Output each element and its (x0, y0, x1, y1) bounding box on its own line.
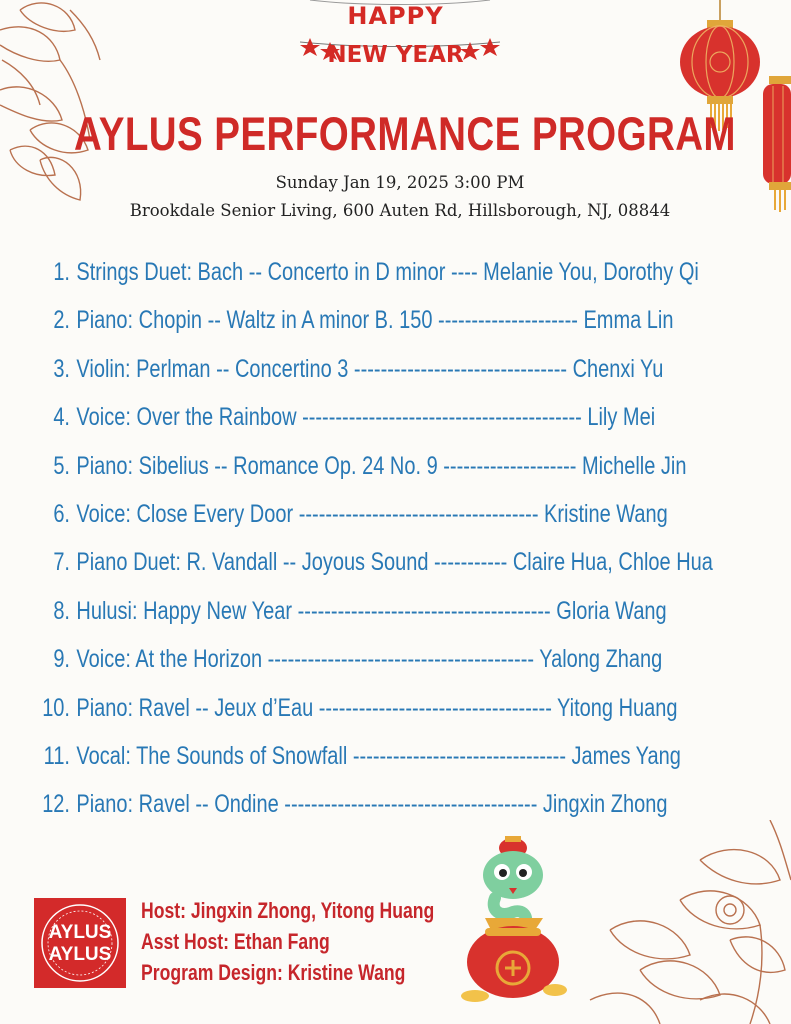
snake-lucky-bag-icon (455, 830, 575, 1005)
credit-program-design: Program Design: Kristine Wang (141, 960, 406, 985)
floral-bottom-right-icon (580, 820, 791, 1024)
program-item-text: Piano: Chopin -- Waltz in A minor B. 150 --------------------- Emma Lin (76, 306, 674, 335)
program-item-number: 8. (53, 596, 70, 625)
credit-asst-host: Asst Host: Ethan Fang (141, 929, 330, 954)
aylus-logo (34, 898, 126, 988)
program-item-number: 9. (53, 645, 70, 674)
event-date: Sunday Jan 19, 2025 3:00 PM (275, 173, 525, 192)
program-item-text: Hulusi: Happy New Year -------------------------------------- Gloria Wang (76, 596, 667, 625)
program-item-text: Vocal: The Sounds of Snowfall -------------------------------- James Yang (76, 741, 681, 770)
program-item-text: Strings Duet: Bach -- Concerto in D minor ---- Melanie You, Dorothy Qi (76, 258, 699, 286)
program-item-number: 3. (53, 354, 70, 383)
program-item-number: 11. (43, 741, 70, 770)
banner-new-year: NEW YEAR (327, 42, 464, 68)
event-venue: Brookdale Senior Living, 600 Auten Rd, Hillsborough, NJ, 08844 (129, 201, 671, 220)
program-item-number: 4. (53, 403, 70, 432)
program-item-text: Piano: Sibelius -- Romance Op. 24 No. 9 -------------------- Michelle Jin (76, 451, 687, 480)
credit-host: Host: Jingxin Zhong, Yitong Huang (141, 898, 435, 923)
program-item-text: Violin: Perlman -- Concertino 3 -------------------------------- Chenxi Yu (76, 354, 664, 383)
program-item (30, 742, 790, 790)
program-item (30, 500, 790, 548)
program-item-number: 12. (42, 790, 70, 819)
page-title: AYLUS PERFORMANCE PROGRAM (74, 107, 736, 160)
logo-text-bottom: AYLUS (48, 944, 112, 965)
program-item-number: 1. (53, 258, 70, 286)
program-item (30, 452, 790, 500)
program-item (30, 597, 790, 645)
program-item-text: Voice: Close Every Door ------------------------------------ Kristine Wang (76, 499, 668, 528)
program-item (30, 258, 790, 306)
banner-happy: HAPPY (347, 2, 444, 30)
aylus-logo-icon (34, 898, 126, 988)
program-item-text: Piano Duet: R. Vandall -- Joyous Sound ----------- Claire Hua, Chloe Hua (76, 548, 713, 577)
program-item-text: Voice: At the Horizon ---------------------------------------- Yalong Zhang (76, 645, 663, 674)
program-item-number: 10. (42, 693, 70, 722)
program-item (30, 645, 790, 693)
program-item-text: Piano: Ravel -- Ondine -------------------------------------- Jingxin Zhong (76, 790, 668, 819)
program-item (30, 694, 790, 742)
program-item (30, 355, 790, 403)
program-item (30, 790, 790, 838)
program-item (30, 306, 790, 354)
program-item (30, 548, 790, 596)
program-item-number: 2. (53, 306, 70, 335)
program-list (30, 258, 790, 839)
program-item (30, 403, 790, 451)
program-item-text: Piano: Ravel -- Jeux d’Eau ----------------------------------- Yitong Huang (76, 693, 678, 722)
program-item-number: 5. (53, 451, 70, 480)
program-item-text: Voice: Over the Rainbow ------------------------------------------ Lily Mei (76, 403, 656, 432)
credits (141, 895, 508, 988)
program-item-number: 6. (53, 499, 70, 528)
logo-text-top: AYLUS (48, 922, 112, 943)
program-item-number: 7. (53, 548, 70, 577)
